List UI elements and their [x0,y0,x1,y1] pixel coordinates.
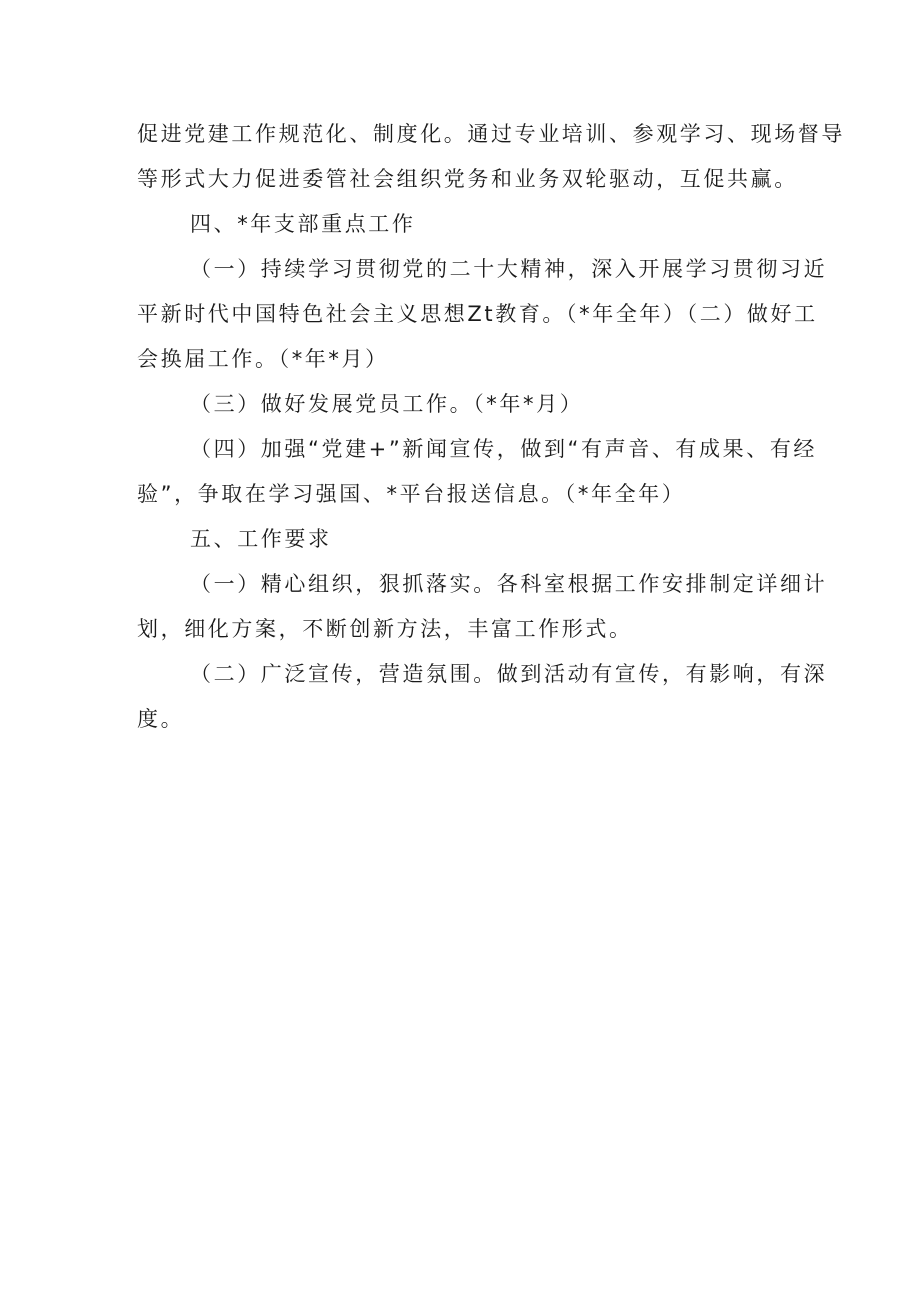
paragraph-line: 平新时代中国特色社会主义思想Zt教育。（*年全年）（二）做好工 [137,302,818,326]
paragraph-line: （一）持续学习贯彻党的二十大精神，深入开展学习贯彻习近 [190,257,828,281]
section-heading-5: 五、工作要求 [190,527,332,551]
document-body [137,112,845,742]
paragraph-line: （三）做好发展党员工作。（*年*月） [190,392,584,416]
paragraph-line: 度。 [137,707,185,731]
section-heading-4: 四、*年支部重点工作 [190,212,416,236]
paragraph-line: （二）广泛宣传，营造氛围。做到活动有宣传，有影响，有深 [190,662,828,686]
paragraph-line: 划，细化方案，不断创新方法，丰富工作形式。 [137,617,633,641]
paragraph-line: 促进党建工作规范化、制度化。通过专业培训、参观学习、现场督导 [137,122,845,146]
paragraph-line: 等形式大力促进委管社会组织党务和业务双轮驱动，互促共赢。 [137,167,798,191]
paragraph-line: 验”，争取在学习强国、*平台报送信息。（*年全年） [137,482,686,506]
paragraph-line: 会换届工作。（*年*月） [137,347,389,371]
paragraph-line: （一）精心组织，狠抓落实。各科室根据工作安排制定详细计 [190,572,828,596]
paragraph-line: （四）加强“党建+”新闻宣传，做到“有声音、有成果、有经 [190,437,818,461]
